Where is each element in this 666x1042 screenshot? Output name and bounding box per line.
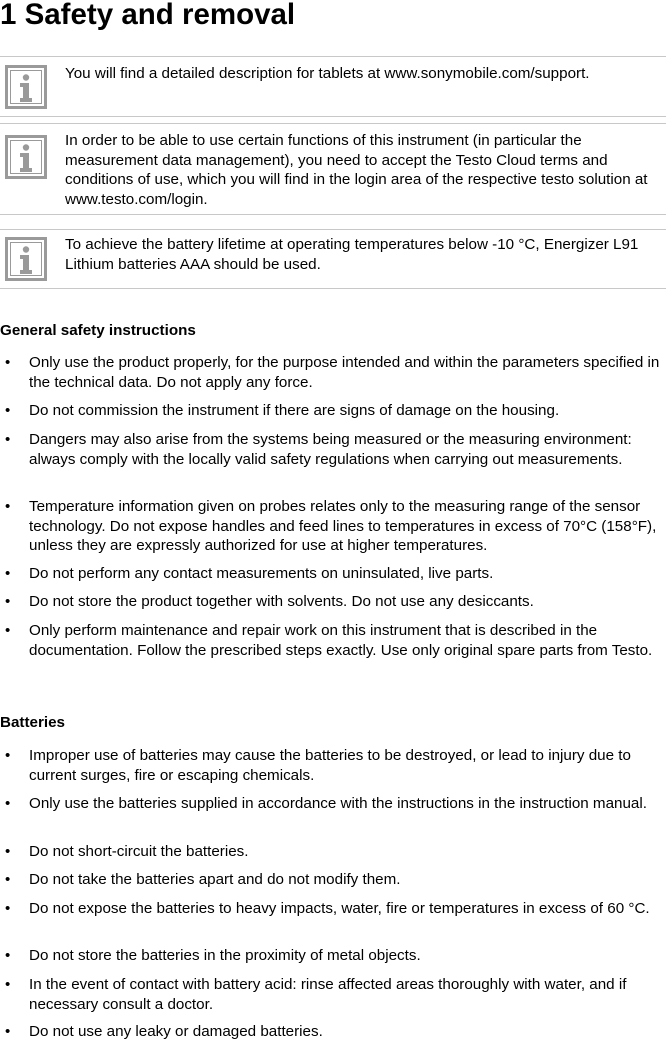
bullet: •	[5, 976, 11, 993]
bullet: •	[5, 795, 11, 812]
info-icon	[5, 65, 47, 109]
section-title: General safety instructions	[0, 322, 196, 339]
bullet: •	[5, 622, 11, 639]
page-title: 1 Safety and removal	[0, 0, 296, 31]
list-item: Only use the product properly, for the purpose intended and within the parameters specified in the technical data. Do not apply any force.	[29, 354, 660, 391]
note-divider	[0, 123, 666, 124]
list-item: Temperature information given on probes relates only to the measuring range of the sensor technology. Do not expose handles and feed lines to temperatures in excess of 70°C (158°F), unless they are expressly authorized for use at higher temperatures.	[29, 498, 657, 555]
list-item: Only use the batteries supplied in accordance with the instructions in the instruction manual.	[29, 795, 647, 812]
list-item: Do not store the product together with solvents. Do not use any desiccants.	[29, 593, 534, 610]
bullet: •	[5, 431, 11, 448]
list-item: Only perform maintenance and repair work on this instrument that is described in the documentation. Follow the prescribed steps exactly. Use only original spare parts from Testo.	[29, 622, 653, 659]
note-divider	[0, 288, 666, 289]
bullet: •	[5, 354, 11, 371]
list-item: Do not use any leaky or damaged batteries.	[29, 1023, 323, 1040]
note-divider	[0, 116, 666, 117]
note-text: You will find a detailed description for tablets at www.sonymobile.com/support.	[65, 65, 590, 82]
bullet: •	[5, 498, 11, 515]
list-item: Dangers may also arise from the systems being measured or the measuring environment: always comply with the locally valid safety regulations when carrying out measurements.	[29, 431, 632, 468]
section-title: Batteries	[0, 714, 65, 731]
note-divider	[0, 214, 666, 215]
bullet: •	[5, 747, 11, 764]
bullet: •	[5, 565, 11, 582]
list-item: In the event of contact with battery acid: rinse affected areas thoroughly with water, and if necessary consult a doctor.	[29, 976, 627, 1013]
bullet: •	[5, 593, 11, 610]
list-item: Do not take the batteries apart and do not modify them.	[29, 871, 401, 888]
bullet: •	[5, 402, 11, 419]
list-item: Improper use of batteries may cause the batteries to be destroyed, or lead to injury due to current surges, fire or escaping chemicals.	[29, 747, 631, 784]
bullet: •	[5, 843, 11, 860]
bullet: •	[5, 1023, 11, 1040]
list-item: Do not commission the instrument if there are signs of damage on the housing.	[29, 402, 560, 419]
note-divider	[0, 56, 666, 57]
info-icon	[5, 135, 47, 179]
note-text: In order to be able to use certain functions of this instrument (in particular the measurement data management), you need to accept the Testo Cloud terms and conditions of use, which you will find in the login area of the respective testo solution at www.testo.com/login.	[65, 132, 648, 209]
list-item: Do not perform any contact measurements on uninsulated, live parts.	[29, 565, 494, 582]
note-text: To achieve the battery lifetime at operating temperatures below -10 °C, Energizer L91 Lithium batteries AAA should be used.	[65, 236, 639, 273]
bullet: •	[5, 871, 11, 888]
list-item: Do not short-circuit the batteries.	[29, 843, 249, 860]
bullet: •	[5, 947, 11, 964]
list-item: Do not store the batteries in the proximity of metal objects.	[29, 947, 421, 964]
note-divider	[0, 229, 666, 230]
bullet: •	[5, 900, 11, 917]
list-item: Do not expose the batteries to heavy impacts, water, fire or temperatures in excess of 60 °C.	[29, 900, 650, 917]
info-icon	[5, 237, 47, 281]
